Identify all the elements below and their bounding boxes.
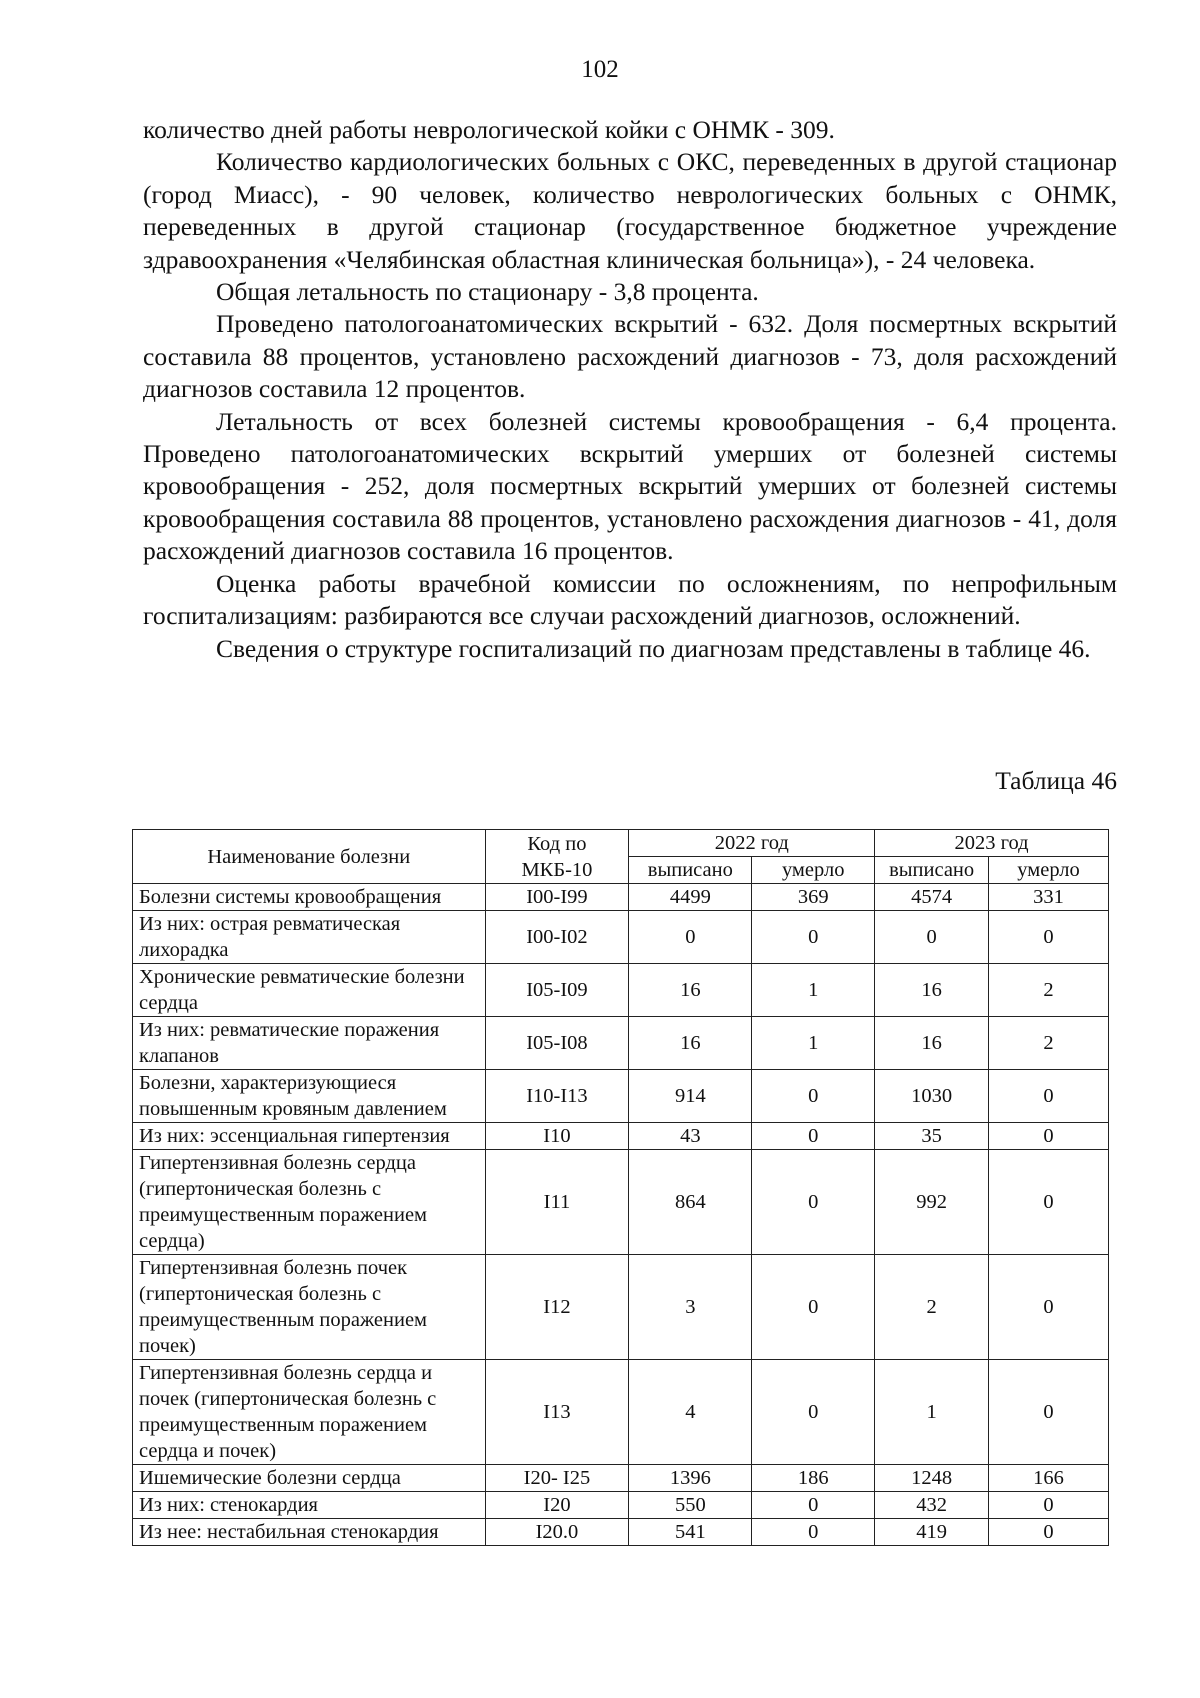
cell-discharged-2022: 1396 (629, 1465, 752, 1492)
header-icd-code: Код по МКБ-10 (485, 830, 629, 884)
cell-discharged-2023: 1030 (875, 1070, 989, 1123)
header-year-2022: 2022 год (629, 830, 875, 857)
cell-discharged-2022: 4 (629, 1360, 752, 1465)
cell-died-2023: 0 (989, 1123, 1109, 1150)
cell-disease-name: Из нее: нестабильная стенокардия (133, 1519, 486, 1546)
cell-died-2023: 0 (989, 1492, 1109, 1519)
table-row (133, 1492, 1109, 1519)
cell-discharged-2022: 914 (629, 1070, 752, 1123)
cell-discharged-2023: 1 (875, 1360, 989, 1465)
table-body (133, 884, 1109, 1546)
hospitalization-table (132, 829, 1109, 1546)
cell-disease-name: Болезни, характеризующиеся повышенным кровяным давлением (133, 1070, 486, 1123)
table-row (133, 1465, 1109, 1492)
cell-discharged-2022: 550 (629, 1492, 752, 1519)
header-died-2023: умерло (989, 857, 1109, 884)
cell-icd-code: I13 (485, 1360, 629, 1465)
table-header-row (133, 830, 1109, 857)
header-disease-name: Наименование болезни (133, 830, 486, 884)
paragraph: количество дней работы неврологической койки с ОНМК - 309. (143, 115, 835, 144)
paragraph: Сведения о структуре госпитализаций по диагнозам представлены в таблице 46. (216, 633, 1091, 663)
cell-died-2022: 0 (752, 1150, 875, 1255)
cell-discharged-2022: 4499 (629, 884, 752, 911)
cell-icd-code: I12 (485, 1255, 629, 1360)
table-row (133, 964, 1109, 1017)
cell-died-2023: 0 (989, 1360, 1109, 1465)
cell-disease-name: Из них: острая ревматическая лихорадка (133, 911, 486, 964)
body-text (143, 114, 1117, 665)
table-row (133, 884, 1109, 911)
cell-disease-name: Из них: стенокардия (133, 1492, 486, 1519)
cell-died-2023: 0 (989, 1070, 1109, 1123)
header-year-2023: 2023 год (875, 830, 1109, 857)
cell-discharged-2023: 16 (875, 964, 989, 1017)
cell-discharged-2022: 864 (629, 1150, 752, 1255)
page-number: 102 (581, 56, 619, 83)
cell-died-2022: 0 (752, 1070, 875, 1123)
cell-discharged-2023: 4574 (875, 884, 989, 911)
cell-disease-name: Хронические ревматические болезни сердца (133, 964, 486, 1017)
paragraph: Оценка работы врачебной комиссии по осложнениям, по непрофильным госпитализациям: разбираются все случаи расхождений диагнозов, осложнений. (143, 568, 1117, 631)
header-died-2022: умерло (752, 857, 875, 884)
cell-discharged-2023: 432 (875, 1492, 989, 1519)
cell-died-2023: 0 (989, 1150, 1109, 1255)
cell-died-2023: 166 (989, 1465, 1109, 1492)
cell-died-2022: 0 (752, 1360, 875, 1465)
cell-icd-code: I20- I25 (485, 1465, 629, 1492)
cell-discharged-2023: 992 (875, 1150, 989, 1255)
cell-icd-code: I20.0 (485, 1519, 629, 1546)
cell-died-2022: 1 (752, 964, 875, 1017)
cell-icd-code: I11 (485, 1150, 629, 1255)
cell-icd-code: I00-I99 (485, 884, 629, 911)
cell-died-2022: 369 (752, 884, 875, 911)
cell-died-2023: 0 (989, 1519, 1109, 1546)
cell-disease-name: Гипертензивная болезнь почек (гипертоническая болезнь с преимущественным поражением почек) (133, 1255, 486, 1360)
cell-died-2023: 0 (989, 1255, 1109, 1360)
cell-disease-name: Гипертензивная болезнь сердца (гипертоническая болезнь с преимущественным поражением сердца) (133, 1150, 486, 1255)
paragraph: Количество кардиологических больных с ОКС, переведенных в другой стационар (город Миасс), - 90 человек, количество неврологических больных с ОНМК, переведенных в другой стационар (государственное бюджетное учреждение здравоохранения «Челябинская областная клиническая больница»), - 24 человека. (143, 147, 1117, 274)
cell-discharged-2022: 16 (629, 964, 752, 1017)
cell-discharged-2023: 16 (875, 1017, 989, 1070)
cell-icd-code: I05-I09 (485, 964, 629, 1017)
paragraph: Проведено патологоанатомических вскрытий - 632. Доля посмертных вскрытий составила 88 процентов, установлено расхождений диагнозов - 73, доля расхождений диагнозов составила 12 процентов. (143, 309, 1117, 404)
cell-discharged-2022: 541 (629, 1519, 752, 1546)
table-row (133, 1123, 1109, 1150)
cell-discharged-2022: 3 (629, 1255, 752, 1360)
cell-disease-name: Из них: ревматические поражения клапанов (133, 1017, 486, 1070)
cell-icd-code: I20 (485, 1492, 629, 1519)
cell-icd-code: I10-I13 (485, 1070, 629, 1123)
cell-died-2022: 1 (752, 1017, 875, 1070)
cell-discharged-2022: 43 (629, 1123, 752, 1150)
cell-discharged-2023: 1248 (875, 1465, 989, 1492)
cell-died-2022: 0 (752, 911, 875, 964)
table-row (133, 1360, 1109, 1465)
cell-died-2022: 0 (752, 1519, 875, 1546)
table-row (133, 911, 1109, 964)
cell-icd-code: I00-I02 (485, 911, 629, 964)
cell-discharged-2023: 35 (875, 1123, 989, 1150)
paragraph: Общая летальность по стационару - 3,8 процента. (216, 277, 759, 307)
cell-discharged-2023: 0 (875, 911, 989, 964)
cell-icd-code: I10 (485, 1123, 629, 1150)
cell-died-2023: 2 (989, 1017, 1109, 1070)
cell-died-2022: 186 (752, 1465, 875, 1492)
header-discharged-2022: выписано (629, 857, 752, 884)
table-row (133, 1017, 1109, 1070)
cell-died-2022: 0 (752, 1255, 875, 1360)
cell-discharged-2022: 16 (629, 1017, 752, 1070)
table-row (133, 1255, 1109, 1360)
cell-icd-code: I05-I08 (485, 1017, 629, 1070)
cell-discharged-2023: 419 (875, 1519, 989, 1546)
cell-discharged-2022: 0 (629, 911, 752, 964)
table-row (133, 1070, 1109, 1123)
paragraph: Летальность от всех болезней системы кровообращения - 6,4 процента. Проведено патологоанатомических вскрытий умерших от болезней системы кровообращения - 252, доля посмертных вскрытий умерших от болезней системы кровообращения составила 88 процентов, установлено расхождения диагнозов - 41, доля расхождений диагнозов составила 16 процентов. (143, 406, 1117, 566)
table-caption: Таблица 46 (995, 766, 1117, 795)
table-row (133, 1150, 1109, 1255)
cell-died-2023: 331 (989, 884, 1109, 911)
header-discharged-2023: выписано (875, 857, 989, 884)
cell-died-2023: 0 (989, 911, 1109, 964)
cell-died-2022: 0 (752, 1123, 875, 1150)
cell-disease-name: Ишемические болезни сердца (133, 1465, 486, 1492)
table-row (133, 1519, 1109, 1546)
cell-disease-name: Из них: эссенциальная гипертензия (133, 1123, 486, 1150)
cell-died-2022: 0 (752, 1492, 875, 1519)
cell-discharged-2023: 2 (875, 1255, 989, 1360)
cell-disease-name: Болезни системы кровообращения (133, 884, 486, 911)
cell-died-2023: 2 (989, 964, 1109, 1017)
cell-disease-name: Гипертензивная болезнь сердца и почек (гипертоническая болезнь с преимущественным поражением сердца и почек) (133, 1360, 486, 1465)
